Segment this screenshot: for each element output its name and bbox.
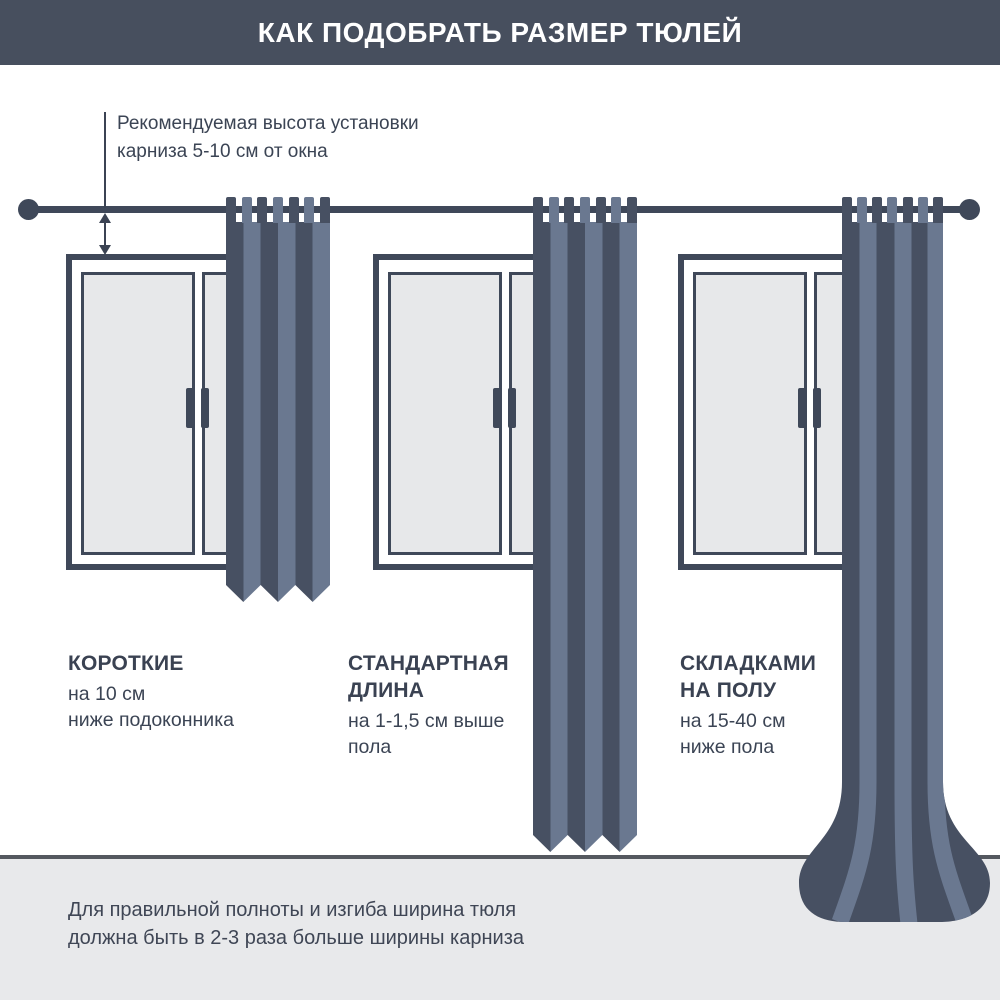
curtain-tab [611, 197, 621, 223]
curtain-tab [549, 197, 559, 223]
curtain-tab [903, 197, 913, 223]
footer-note-line-2: должна быть в 2-3 раза больше ширины карниза [68, 927, 524, 949]
curtain-tab [933, 197, 943, 223]
label-title-line: ДЛИНА [348, 679, 425, 702]
curtain-tab [580, 197, 590, 223]
curtain-tabs-short [226, 197, 330, 223]
label-title [348, 650, 509, 704]
curtain-short [226, 222, 330, 602]
curtain-tabs-pooled [842, 197, 943, 223]
curtain-standard [533, 222, 637, 852]
annotation-line-1: Рекомендуемая высота установки [117, 113, 419, 134]
window-pane-left [388, 272, 502, 555]
window-handle-left [186, 388, 194, 428]
curtain-tab [242, 197, 252, 223]
curtain-rod [28, 206, 970, 213]
curtain-tab [842, 197, 852, 223]
label-pooled [680, 650, 816, 760]
label-desc-line: на 15-40 см [680, 710, 786, 732]
label-desc-line: ниже подоконника [68, 709, 234, 731]
curtain-tab [627, 197, 637, 223]
label-standard [348, 650, 509, 760]
window-handle-left [493, 388, 501, 428]
curtain-tab [226, 197, 236, 223]
curtain-tab [257, 197, 267, 223]
label-desc-line: пола [348, 736, 392, 758]
label-desc-line: на 1-1,5 см выше [348, 710, 505, 732]
curtain-tab [533, 197, 543, 223]
curtain-tab [320, 197, 330, 223]
window-pane-left [693, 272, 807, 555]
curtain-tab [918, 197, 928, 223]
label-description [680, 708, 816, 760]
curtain-tab [887, 197, 897, 223]
measure-arrow-up-icon [99, 213, 111, 223]
annotation-text [117, 110, 419, 166]
label-description [348, 708, 509, 760]
curtain-tab [596, 197, 606, 223]
label-title-line: КОРОТКИЕ [68, 652, 184, 675]
curtain-tab [289, 197, 299, 223]
label-title-line: НА ПОЛУ [680, 679, 777, 702]
curtain-tab [857, 197, 867, 223]
label-desc-line: ниже пола [680, 736, 775, 758]
footer-note [68, 896, 524, 952]
label-short [68, 650, 234, 733]
annotation-leader-line [104, 112, 106, 208]
label-title [68, 650, 234, 677]
curtain-tab [872, 197, 882, 223]
header [0, 0, 1000, 65]
window-pane-left [81, 272, 195, 555]
page-title: КАК ПОДОБРАТЬ РАЗМЕР ТЮЛЕЙ [257, 16, 743, 48]
label-description [68, 681, 234, 733]
label-title [680, 650, 816, 704]
curtain-tabs-standard [533, 197, 637, 223]
rod-finial-right [959, 199, 980, 220]
label-title-line: СТАНДАРТНАЯ [348, 652, 509, 675]
curtain-pooled [795, 222, 995, 928]
curtain-tab [304, 197, 314, 223]
curtain-tab [273, 197, 283, 223]
curtain-tab [564, 197, 574, 223]
window-handle-right [201, 388, 209, 428]
label-title-line: СКЛАДКАМИ [680, 652, 816, 675]
measure-arrow-down-icon [99, 245, 111, 255]
rod-finial-left [18, 199, 39, 220]
label-desc-line: на 10 см [68, 683, 146, 705]
footer-note-line-1: Для правильной полноты и изгиба ширина тюля [68, 899, 517, 921]
annotation-line-2: карниза 5-10 см от окна [117, 141, 328, 162]
window-handle-right [508, 388, 516, 428]
